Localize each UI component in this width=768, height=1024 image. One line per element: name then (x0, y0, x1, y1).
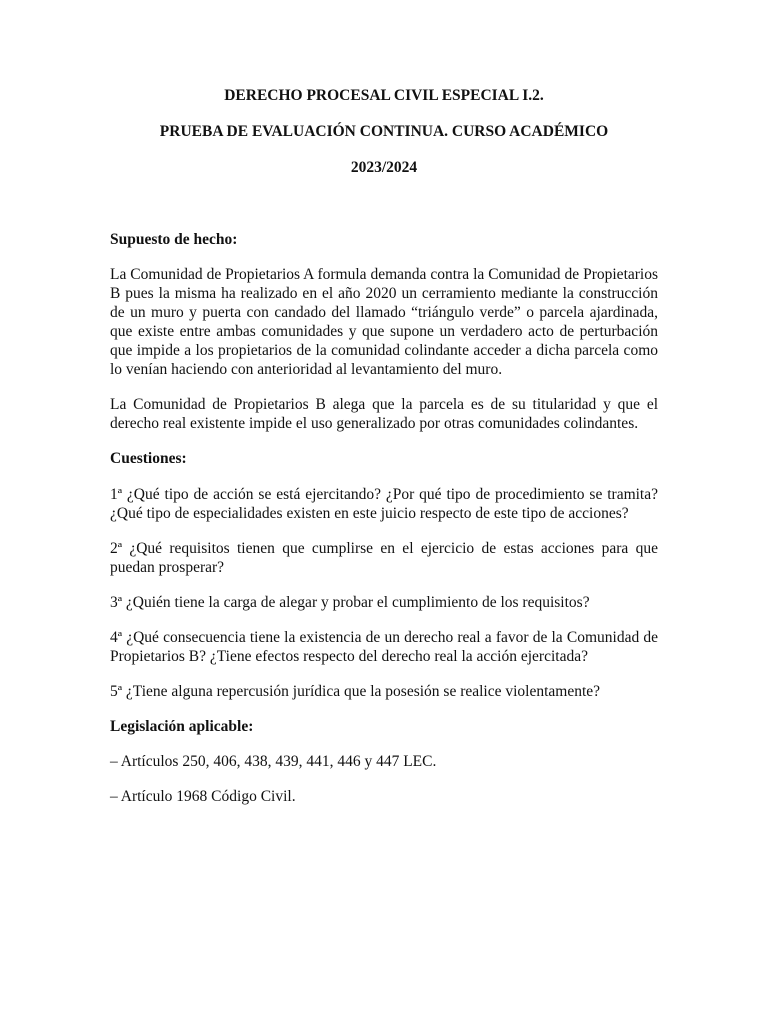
document-title: DERECHO PROCESAL CIVIL ESPECIAL I.2. (224, 87, 544, 104)
supuesto-paragraph-1: La Comunidad de Propietarios A formula demanda contra la Comunidad de Propietarios B pues la misma ha realizado en el año 2020 un cerramiento mediante la construcción de un muro y puerta con candado del llamado “triángulo verde” o parcela ajardinada, que existe entre ambas comunidades y que supone un verdadero acto de perturbación que impide a los propietarios de la comunidad colindante acceder a dicha parcela como lo venían haciendo con anterioridad al levantamiento del muro. (110, 266, 658, 378)
supuesto-paragraph-2: La Comunidad de Propietarios B alega que la parcela es de su titularidad y que el derecho real existente impide el uso generalizado por otras comunidades colindantes. (110, 396, 658, 432)
supuesto-label: Supuesto de hecho: (110, 231, 238, 248)
question-4: 4ª ¿Qué consecuencia tiene la existencia de un derecho real a favor de la Comunidad de Propietarios B? ¿Tiene efectos respecto del derecho real la acción ejercitada? (110, 629, 658, 665)
document-body (110, 230, 658, 806)
cuestiones-label: Cuestiones: (110, 450, 187, 467)
question-3: 3ª ¿Quién tiene la carga de alegar y probar el cumplimiento de los requisitos? (110, 594, 590, 611)
question-1: 1ª ¿Qué tipo de acción se está ejercitando? ¿Por qué tipo de procedimiento se tramita? ¿Qué tipo de especialidades existen en este juicio respecto de este tipo de acciones? (110, 486, 658, 522)
document-subtitle: PRUEBA DE EVALUACIÓN CONTINUA. CURSO ACADÉMICO (159, 123, 609, 140)
legislacion-label: Legislación aplicable: (110, 718, 254, 735)
question-2: 2ª ¿Qué requisitos tienen que cumplirse en el ejercicio de estas acciones para que puedan prosperar? (110, 540, 658, 576)
academic-year: 2023/2024 (350, 159, 418, 176)
legislacion-item-cc: – Artículo 1968 Código Civil. (110, 788, 296, 805)
legislacion-item-lec: – Artículos 250, 406, 438, 439, 441, 446 y 447 LEC. (110, 753, 437, 770)
question-5: 5ª ¿Tiene alguna repercusión jurídica que la posesión se realice violentamente? (110, 683, 601, 700)
